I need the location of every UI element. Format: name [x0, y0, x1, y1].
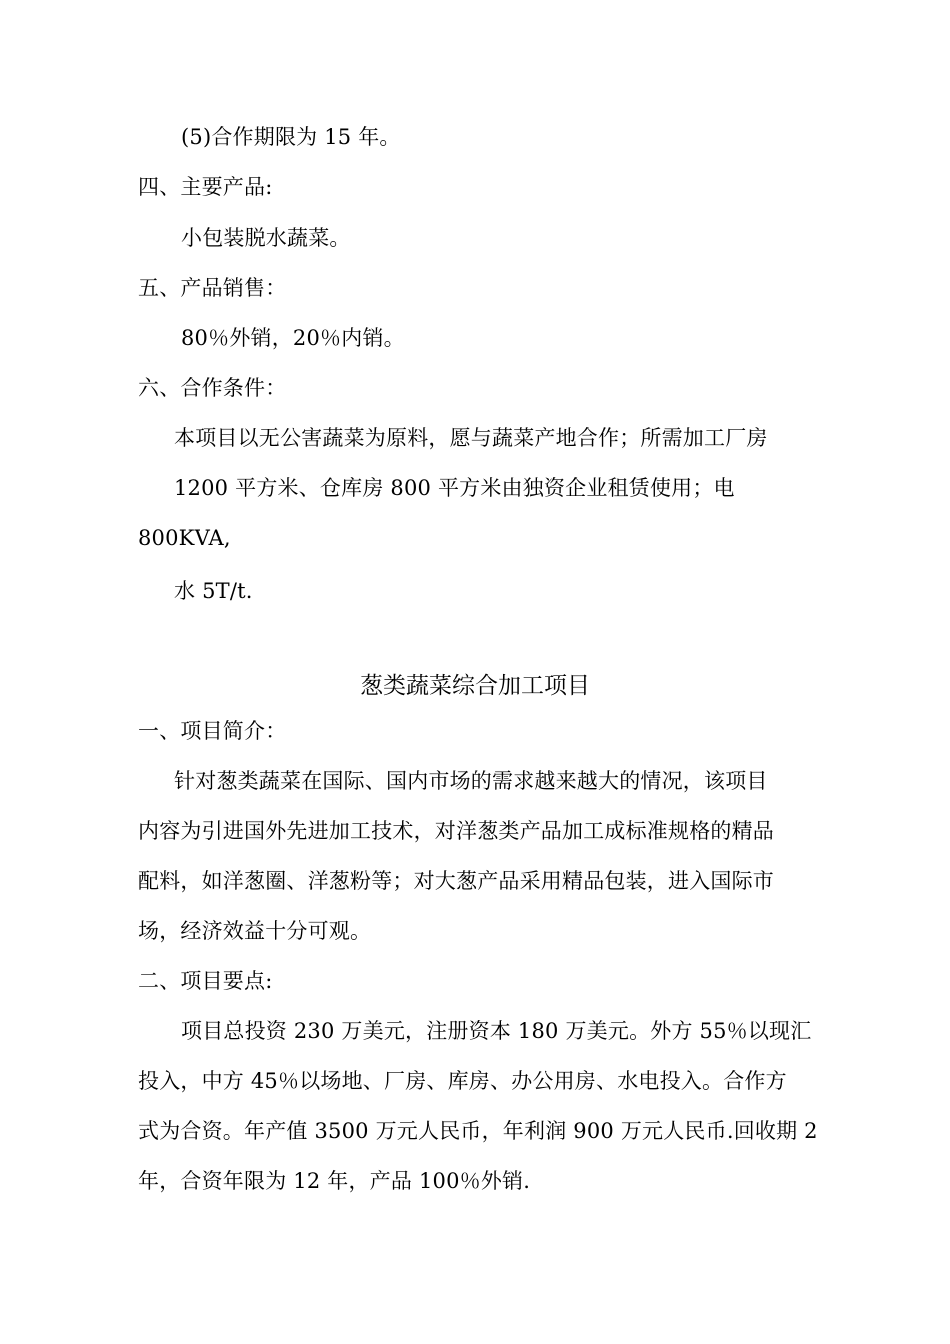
- conditions-text-line-1: 本项目以无公害蔬菜为原料，愿与蔬菜产地合作；所需加工厂房: [174, 426, 768, 450]
- project-points-line-2: 投入，中方 45％以场地、厂房、库房、办公用房、水电投入。合作方: [138, 1069, 787, 1093]
- main-products-heading: 四、主要产品:: [138, 175, 273, 199]
- project-points-heading: 二、项目要点:: [138, 969, 273, 993]
- project-intro-line-1: 针对葱类蔬菜在国际、国内市场的需求越来越大的情况，该项目: [174, 769, 768, 793]
- project-intro-line-2: 内容为引进国外先进加工技术，对洋葱类产品加工成标准规格的精品: [138, 819, 774, 843]
- project-intro-heading: 一、项目简介：: [138, 719, 287, 743]
- conditions-text-line-4: 水 5T/t.: [174, 579, 253, 603]
- project-points-line-1: 项目总投资 230 万美元，注册资本 180 万美元。外方 55％以现汇: [181, 1019, 812, 1043]
- main-products-text: 小包装脱水蔬菜。: [181, 226, 351, 250]
- project-points-line-3: 式为合资。年产值 3500 万元人民币，年利润 900 万元人民币.回收期 2: [138, 1119, 818, 1143]
- cooperation-term-line: (5)合作期限为 15 年。: [181, 125, 401, 149]
- project-intro-line-4: 场，经济效益十分可观。: [138, 919, 372, 943]
- conditions-text-line-3: 800KVA,: [138, 526, 231, 550]
- product-sales-text: 80％外销，20％内销。: [181, 326, 405, 350]
- product-sales-heading: 五、产品销售：: [138, 276, 287, 300]
- project-intro-line-3: 配料，如洋葱圈、洋葱粉等；对大葱产品采用精品包装，进入国际市: [138, 869, 774, 893]
- cooperation-conditions-heading: 六、合作条件：: [138, 376, 287, 400]
- project-title: 葱类蔬菜综合加工项目: [360, 673, 590, 699]
- conditions-text-line-2: 1200 平方米、仓库房 800 平方米由独资企业租赁使用；电: [174, 476, 735, 500]
- project-points-line-4: 年，合资年限为 12 年，产品 100％外销.: [138, 1169, 531, 1193]
